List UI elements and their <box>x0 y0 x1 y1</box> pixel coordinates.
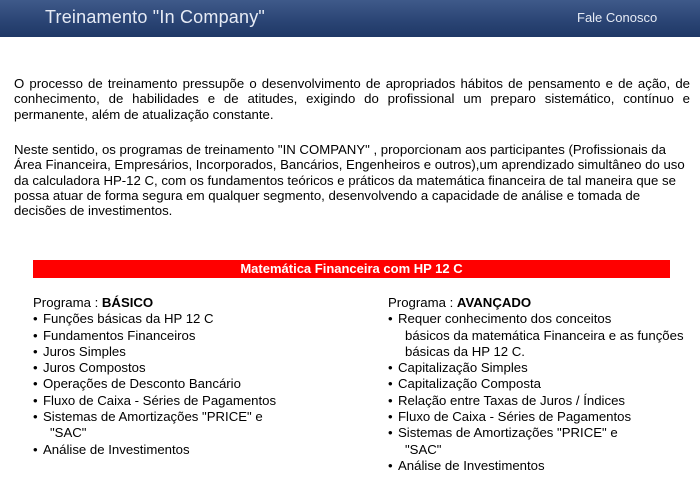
bullet-icon: • <box>388 457 393 473</box>
program-label: Programa : <box>33 295 99 310</box>
topic-text: Juros Compostos <box>43 360 146 376</box>
topic-text: Análise de Investimentos <box>398 457 545 473</box>
topic-list-item <box>33 393 363 409</box>
topic-text-continuation: básicos da matemática Financeira e as funções básicas da HP 12 C. <box>405 327 684 359</box>
topic-text: Requer conhecimento dos conceitos <box>398 311 612 327</box>
basic-level-label: BÁSICO <box>101 295 154 310</box>
basic-program-heading <box>33 295 363 311</box>
topic-text: Fluxo de Caixa - Séries de Pagamentos <box>43 392 277 408</box>
bullet-icon: • <box>33 343 38 359</box>
bullet-icon: • <box>388 311 393 327</box>
bullet-icon: • <box>388 392 393 408</box>
topic-text: Sistemas de Amortizações "PRICE" e <box>43 409 263 425</box>
topic-text: Capitalização Composta <box>398 376 541 392</box>
basic-program-column <box>33 295 363 458</box>
topic-list-item <box>388 425 688 458</box>
topic-list-item <box>388 409 688 425</box>
page-title: Treinamento "In Company" <box>45 7 266 27</box>
advanced-program-column <box>388 295 688 474</box>
topic-list-item <box>388 393 688 409</box>
basic-topics-list <box>33 311 363 458</box>
program-label: Programa : <box>388 295 454 310</box>
bullet-icon: • <box>33 327 38 343</box>
topic-text-continuation: "SAC" <box>50 425 87 441</box>
topic-list-item <box>33 360 363 376</box>
advanced-topics-list <box>388 311 688 474</box>
topic-list-item <box>33 442 363 458</box>
bullet-icon: • <box>388 409 393 425</box>
bullet-icon: • <box>33 441 38 457</box>
topic-list-item <box>33 344 363 360</box>
topic-text: Relação entre Taxas de Juros / Índices <box>398 392 625 408</box>
intro-paragraph-1: O processo de treinamento pressupõe o desenvolvimento de apropriados hábitos de pensamento e de ação, de conhecimento, de habilidades e de atitudes, exigindo do profissional um preparo sistemático, contínuo e permanente, além de atualização constante. <box>14 76 690 122</box>
topic-text: Sistemas de Amortizações "PRICE" e <box>398 425 618 441</box>
topic-list-item <box>388 311 688 360</box>
topic-list-item <box>388 360 688 376</box>
course-title-banner: Matemática Financeira com HP 12 C <box>33 260 670 278</box>
contact-link[interactable]: Fale Conosco <box>577 10 658 25</box>
topic-text: Fundamentos Financeiros <box>43 327 196 343</box>
topic-text: Fluxo de Caixa - Séries de Pagamentos <box>398 409 632 425</box>
topic-text: Capitalização Simples <box>398 360 528 376</box>
topic-text: Operações de Desconto Bancário <box>43 376 241 392</box>
bullet-icon: • <box>388 425 393 441</box>
advanced-level-label: AVANÇADO <box>456 295 532 310</box>
intro-paragraph-2: Neste sentido, os programas de treinamento "IN COMPANY" , proporcionam aos participantes (Profissionais da Área Financeira, Empresários, Incorporados, Bancários, Engenheiros e outros),um aprendizado simultâneo do uso da calculadora HP-12 C, com os fundamentos teóricos e práticos da matemática financeira de tal maneira que se possa atuar de forma segura em qualquer segmento, desenvolvendo a capacidade de análise e tomada de decisões de investimentos. <box>14 142 685 219</box>
topic-text: Juros Simples <box>43 343 126 359</box>
bullet-icon: • <box>33 409 38 425</box>
topic-list-item <box>388 458 688 474</box>
topic-text: Funções básicas da HP 12 C <box>43 311 214 327</box>
topic-list-item <box>33 376 363 392</box>
topic-text: Análise de Investimentos <box>43 441 190 457</box>
bullet-icon: • <box>33 360 38 376</box>
topic-list-item <box>388 376 688 392</box>
bullet-icon: • <box>388 376 393 392</box>
topic-list-item <box>33 409 363 442</box>
bullet-icon: • <box>33 311 38 327</box>
topic-text-continuation: "SAC" <box>405 441 442 457</box>
topic-list-item <box>33 328 363 344</box>
topic-list-item <box>33 311 363 327</box>
advanced-program-heading <box>388 295 688 311</box>
bullet-icon: • <box>33 376 38 392</box>
bullet-icon: • <box>33 392 38 408</box>
header-bar <box>0 0 700 37</box>
bullet-icon: • <box>388 360 393 376</box>
